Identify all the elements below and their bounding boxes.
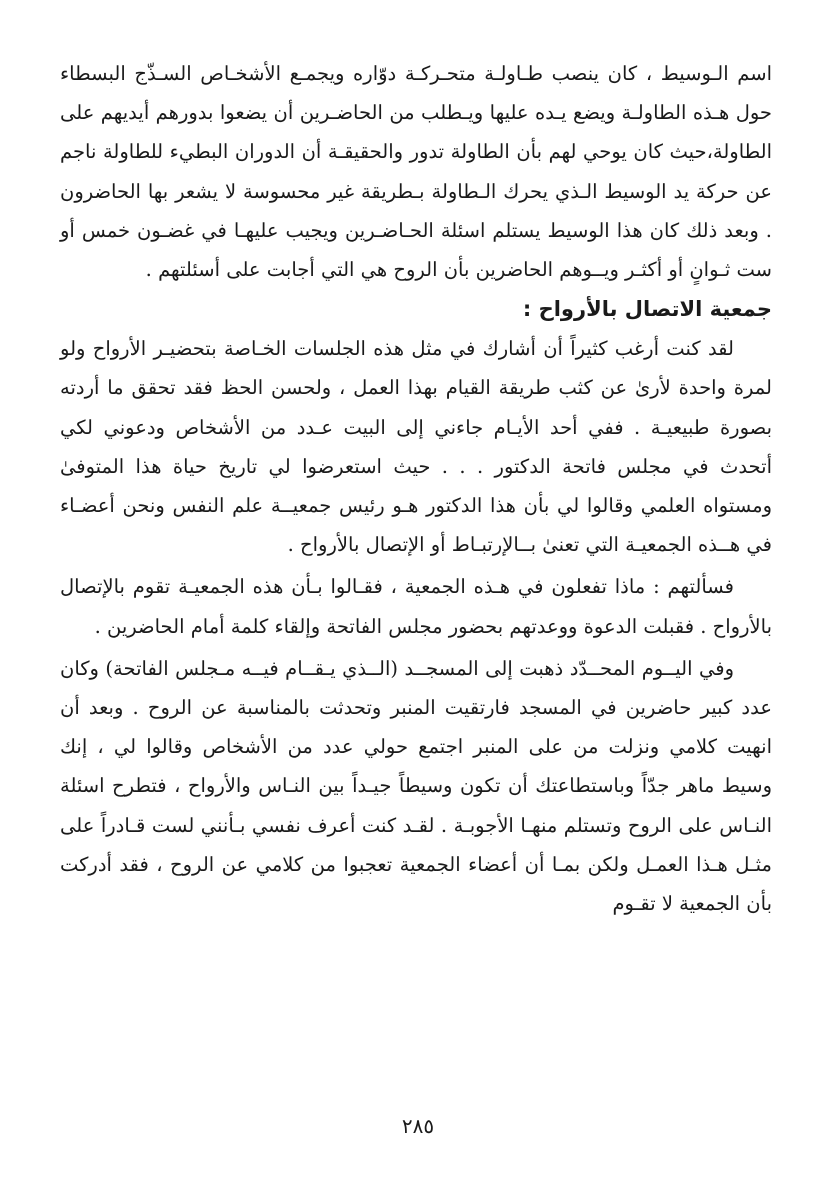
section-heading: جمعية الاتصال بالأرواح : [522, 297, 772, 322]
paragraph-2: لقد كنت أرغب كثيراً أن أشارك في مثل هذه الجلسات الخـاصة بتحضيـر الأرواح ولو لمرة واحدة لأرىٰ عن كثب طريقة القيام بهذا العمل ، ولحسن الحظ فقد تحقق ما أردته بصورة طبيعيـة . ففي أحد الأيـام جاءني إلى البيت عـدد من الأشخاص ودعوني لكي أتحدث في مجلس فاتحة الدكتور . . . حيث استعرضوا لي تاريخ حياة هذا المتوفىٰ ومستواه العلمي وقالوا لي بأن هذا الدكتور هـو رئيس جمعيــة علم النفس ونحن أعضـاء في هــذه الجمعيـة التي تعنىٰ بــالإرتبـاط أو الإتصال بالأرواح . [60, 337, 772, 557]
page-body [60, 54, 772, 923]
page-number: ٢٨٥ [401, 1114, 435, 1138]
paragraph-3: فسألتهم : ماذا تفعلون في هـذه الجمعية ، فقـالوا بـأن هذه الجمعيـة تقوم بالإتصال بالأرواح . فقبلت الدعوة ووعدتهم بحضور مجلس الفاتحة وإلقاء كلمة أمام الحاضرين . [60, 575, 772, 638]
paragraph-1: اسم الـوسيط ، كان ينصب طـاولـة متحـركـة دوّاره ويجمـع الأشخـاص السـذّج البسطاء حول هـذه الطاولـة ويضع يـده عليها ويـطلب من الحاضـرين أن يضعوا بدورهم أيديهم على الطاولة،حيث كان يوحي لهم بأن الطاولة تدور والحقيقـة أن الدوران البطيء للطاولة ناجم عن حركة يد الوسيط الـذي يحرك الـطاولة بـطريقة غير محسوسة لا يشعر بها الحاضرون . وبعد ذلك كان هذا الوسيط يستلم اسئلة الحـاضـرين ويجيب عليهـا في غضـون خمس أو ست ثـوانٍ أو أكثـر ويــوهم الحاضرين بأن الروح هي التي أجابت على أسئلتهم . [60, 62, 772, 282]
paragraph-4: وفي اليــوم المحــدّد ذهبت إلى المسجــد (الــذي يـقــام فيــه مـجلس الفاتحة) وكان عدد كبير حاضرين في المسجد فارتقيت المنبر وتحدثت بالمناسبة عن الروح . وبعد أن انهيت كلامي ونزلت من على المنبر اجتمع حولي عدد من الأشخاص وقالوا لي ، إنك وسيط ماهر جدّاً وباستطاعتك أن تكون وسيطاً جيـداً بين النـاس والأرواح ، فتطرح اسئلة النـاس على الروح وتستلم منهـا الأجوبـة . لقـد كنت أعرف نفسي بـأنني لست قـادراً على مثـل هـذا العمـل ولكن بمـا أن أعضاء الجمعية تعجبوا من كلامي عن الروح ، فقد أدركت بأن الجمعية لا تقـوم [60, 656, 772, 916]
